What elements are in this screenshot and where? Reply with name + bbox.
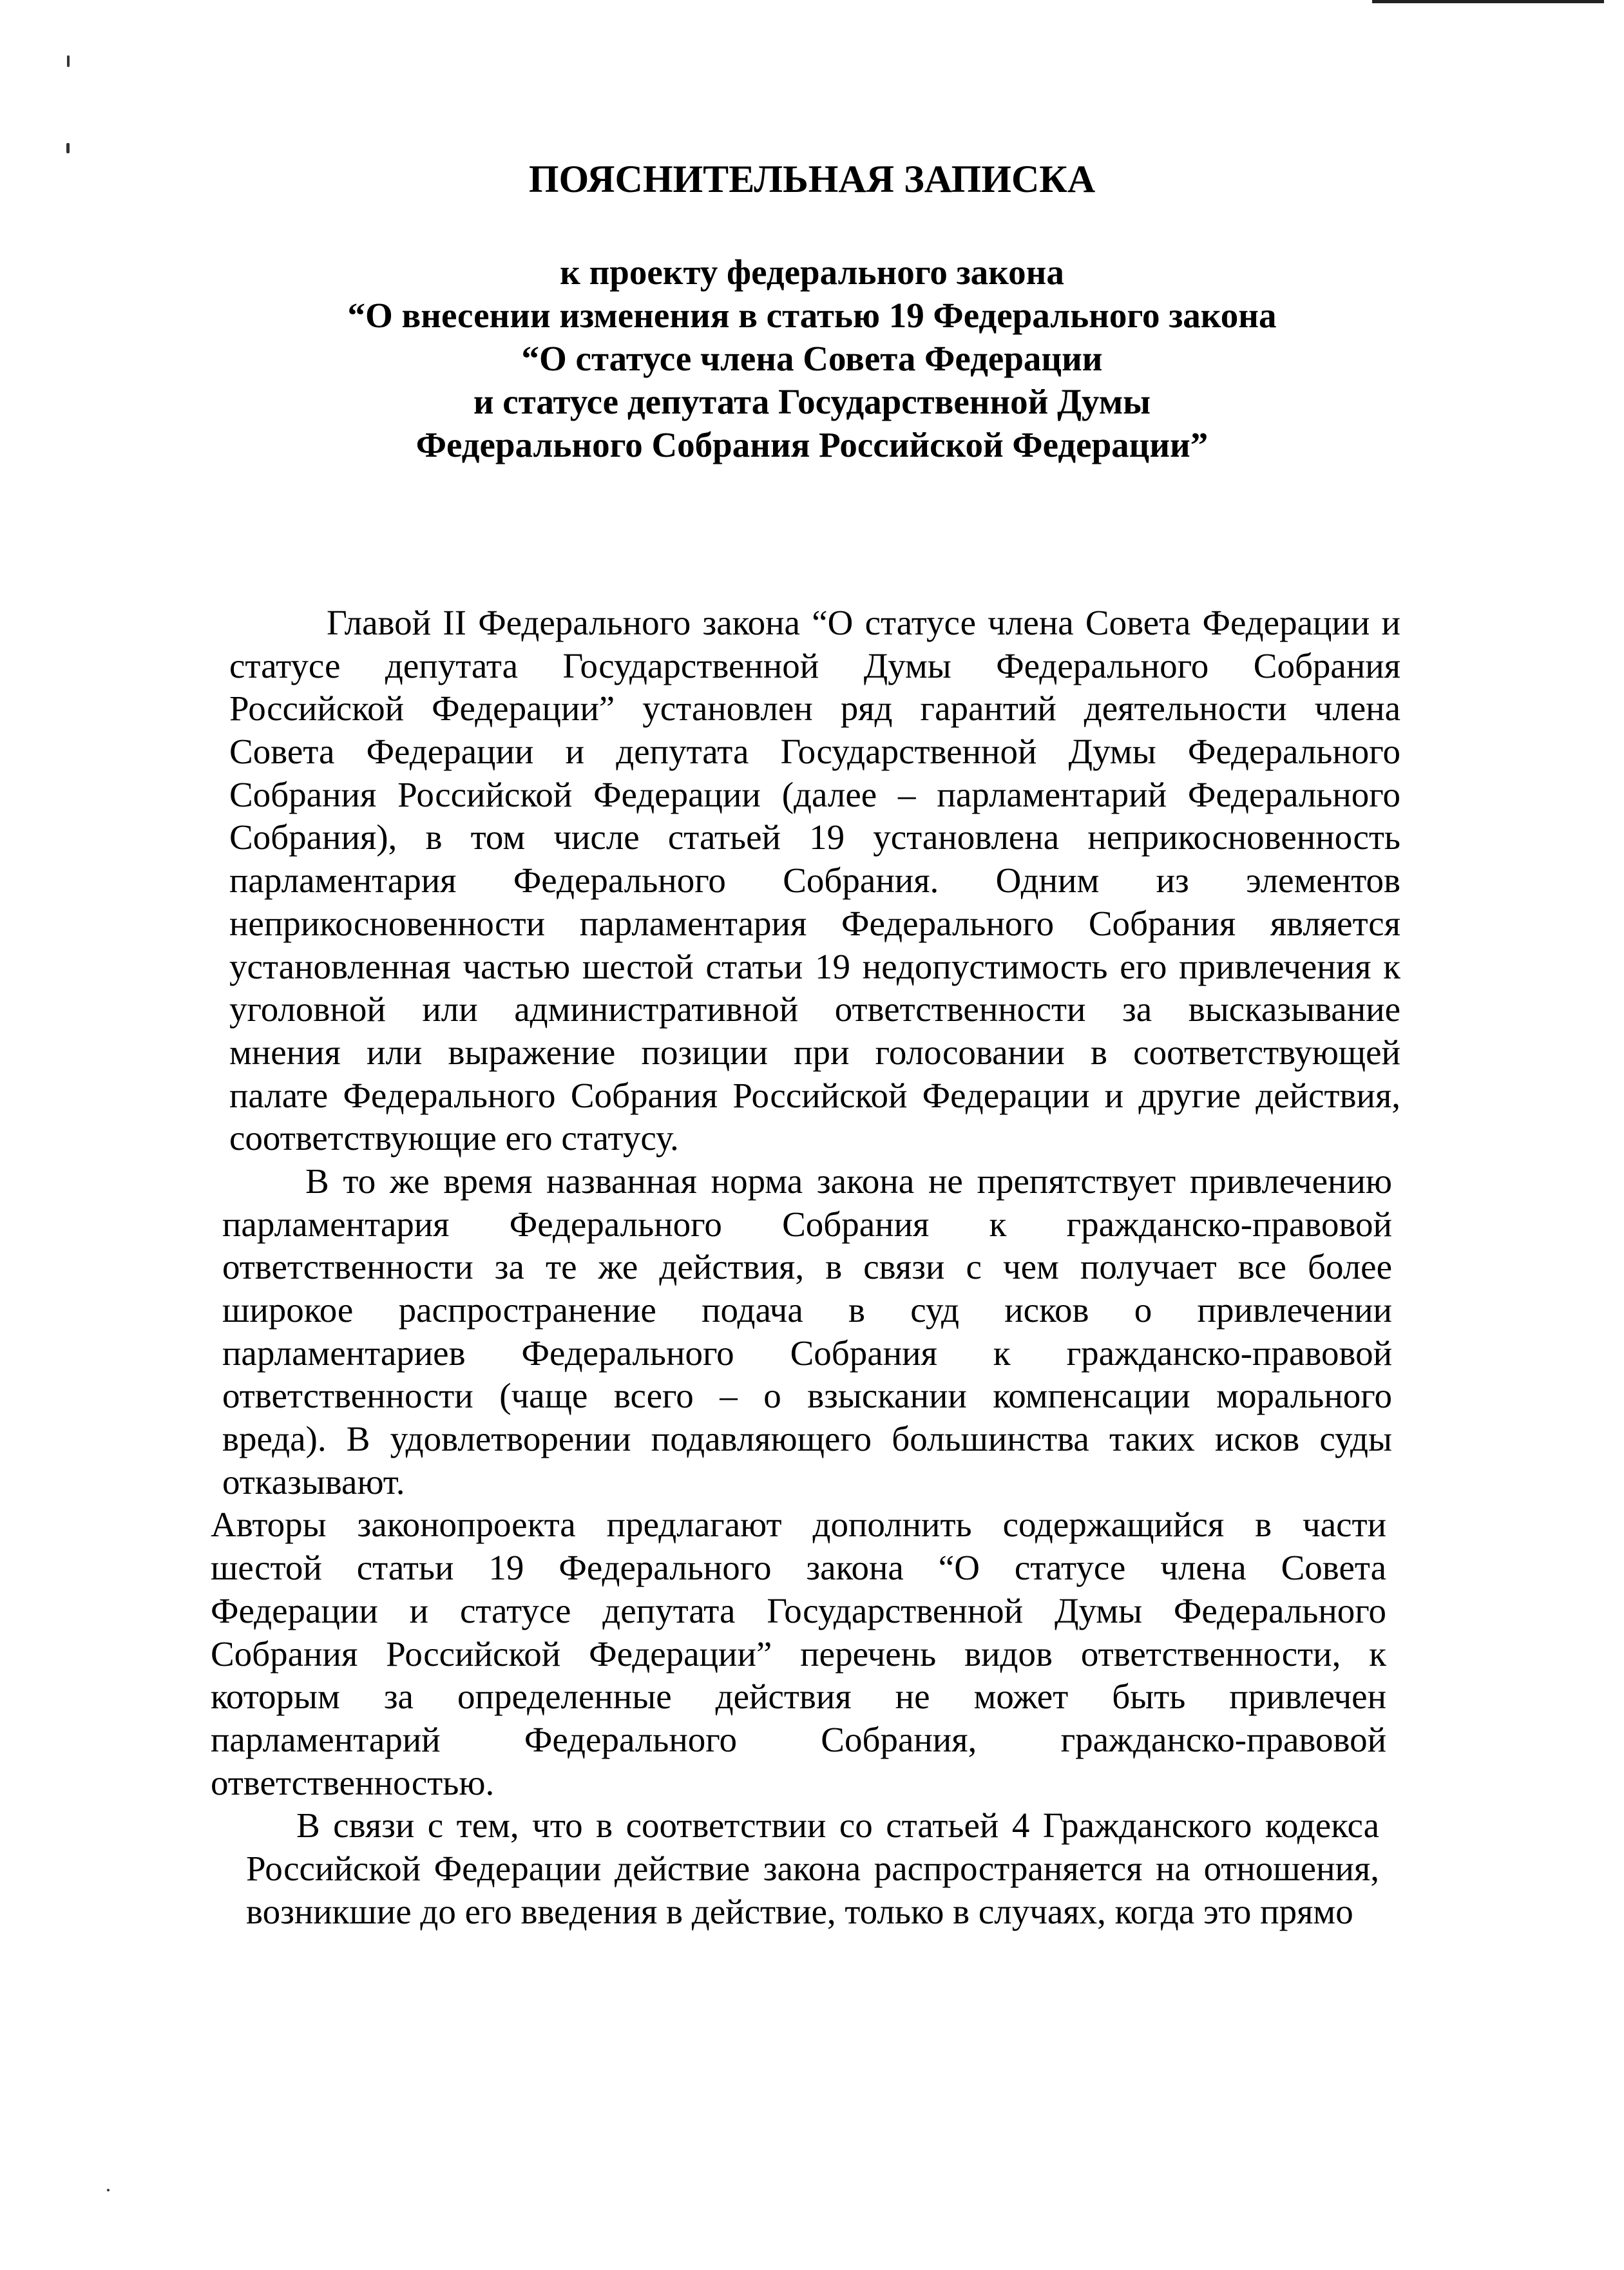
document-title: ПОЯСНИТЕЛЬНАЯ ЗАПИСКА [528, 158, 1096, 200]
paragraph-line: соответствующие его статусу. [229, 1118, 679, 1158]
paragraph-line: Главой II Федерального закона “О статусе члена Совета Федерации и [327, 603, 1400, 642]
paragraph-line: ответственности за те же действия, в связи с чем получает все более [222, 1247, 1392, 1287]
paragraph-line: Российской Федерации действие закона распространяется на отношения, [246, 1848, 1379, 1888]
paragraph-line: ответственностью. [211, 1762, 495, 1802]
paragraph-line: уголовной или административной ответственности за высказывание [229, 989, 1400, 1029]
paragraph-line: парламентарий Федерального Собрания, гражданско-правовой [211, 1719, 1386, 1759]
scan-edge-mark [1372, 0, 1604, 3]
scan-speck [66, 143, 70, 153]
paragraph-line: ответственности (чаще всего – о взыскании компенсации морального [222, 1376, 1392, 1416]
paragraph-line: возникшие до его введения в действие, только в случаях, когда это прямо [246, 1891, 1353, 1931]
paragraph-line: отказывают. [222, 1462, 405, 1502]
paragraph-line: неприкосновенности парламентария Федерального Собрания является [229, 903, 1400, 943]
paragraph [211, 1503, 1386, 1804]
document-subtitle [0, 251, 1624, 466]
document-body [0, 602, 1624, 1933]
subtitle-line: “О внесении изменения в статью 19 Федерального закона [347, 296, 1277, 335]
paragraph [246, 1804, 1379, 1933]
subtitle-line: и статусе депутата Государственной Думы [473, 382, 1151, 421]
paragraph-line: мнения или выражение позиции при голосовании в соответствующей [229, 1032, 1400, 1072]
paragraph-line: установленная частью шестой статьи 19 недопустимость его привлечения к [229, 946, 1400, 986]
paragraph-line: Совета Федерации и депутата Государственной Думы Федерального [229, 732, 1400, 772]
paragraph-line: палате Федерального Собрания Российской Федерации и другие действия, [229, 1075, 1400, 1115]
subtitle-line: Федерального Собрания Российской Федерации” [416, 425, 1208, 464]
paragraph-line: статусе депутата Государственной Думы Федерального Собрания [229, 645, 1400, 685]
paragraph-line: парламентария Федерального Собрания. Одним из элементов [229, 861, 1400, 901]
paragraph-line: Собрания Российской Федерации” перечень видов ответственности, к [211, 1634, 1386, 1674]
paragraph-line: парламентария Федерального Собрания к гражданско-правовой [222, 1204, 1392, 1244]
paragraph [229, 602, 1400, 1160]
subtitle-line: к проекту федерального закона [560, 253, 1064, 292]
paragraph-line: Российской Федерации” установлен ряд гарантий деятельности члена [229, 689, 1400, 729]
paragraph-line: Федерации и статусе депутата Государственной Думы Федерального [211, 1590, 1386, 1630]
paragraph [222, 1160, 1392, 1504]
paragraph-line: Авторы законопроекта предлагают дополнить содержащийся в части [211, 1505, 1386, 1545]
paragraph-line: В связи с тем, что в соответствии со статьей 4 Гражданского кодекса [296, 1806, 1379, 1846]
paragraph-line: Собрания), в том числе статьей 19 установлена неприкосновенность [229, 817, 1400, 857]
subtitle-line: “О статусе члена Совета Федерации [521, 339, 1103, 378]
paragraph-line: широкое распространение подача в суд исков о привлечении [222, 1290, 1392, 1330]
scan-speck [107, 2189, 110, 2191]
paragraph-line: парламентариев Федерального Собрания к гражданско-правовой [222, 1333, 1392, 1373]
paragraph-line: Собрания Российской Федерации (далее – парламентарий Федерального [229, 774, 1400, 814]
paragraph-line: вреда). В удовлетворении подавляющего большинства таких исков суды [222, 1419, 1392, 1459]
paragraph-line: которым за определенные действия не может быть привлечен [211, 1677, 1386, 1717]
paragraph-line: шестой статьи 19 Федерального закона “О статусе члена Совета [211, 1548, 1386, 1588]
scan-speck [67, 55, 70, 67]
paragraph-line: В то же время названная норма закона не препятствует привлечению [305, 1161, 1392, 1201]
